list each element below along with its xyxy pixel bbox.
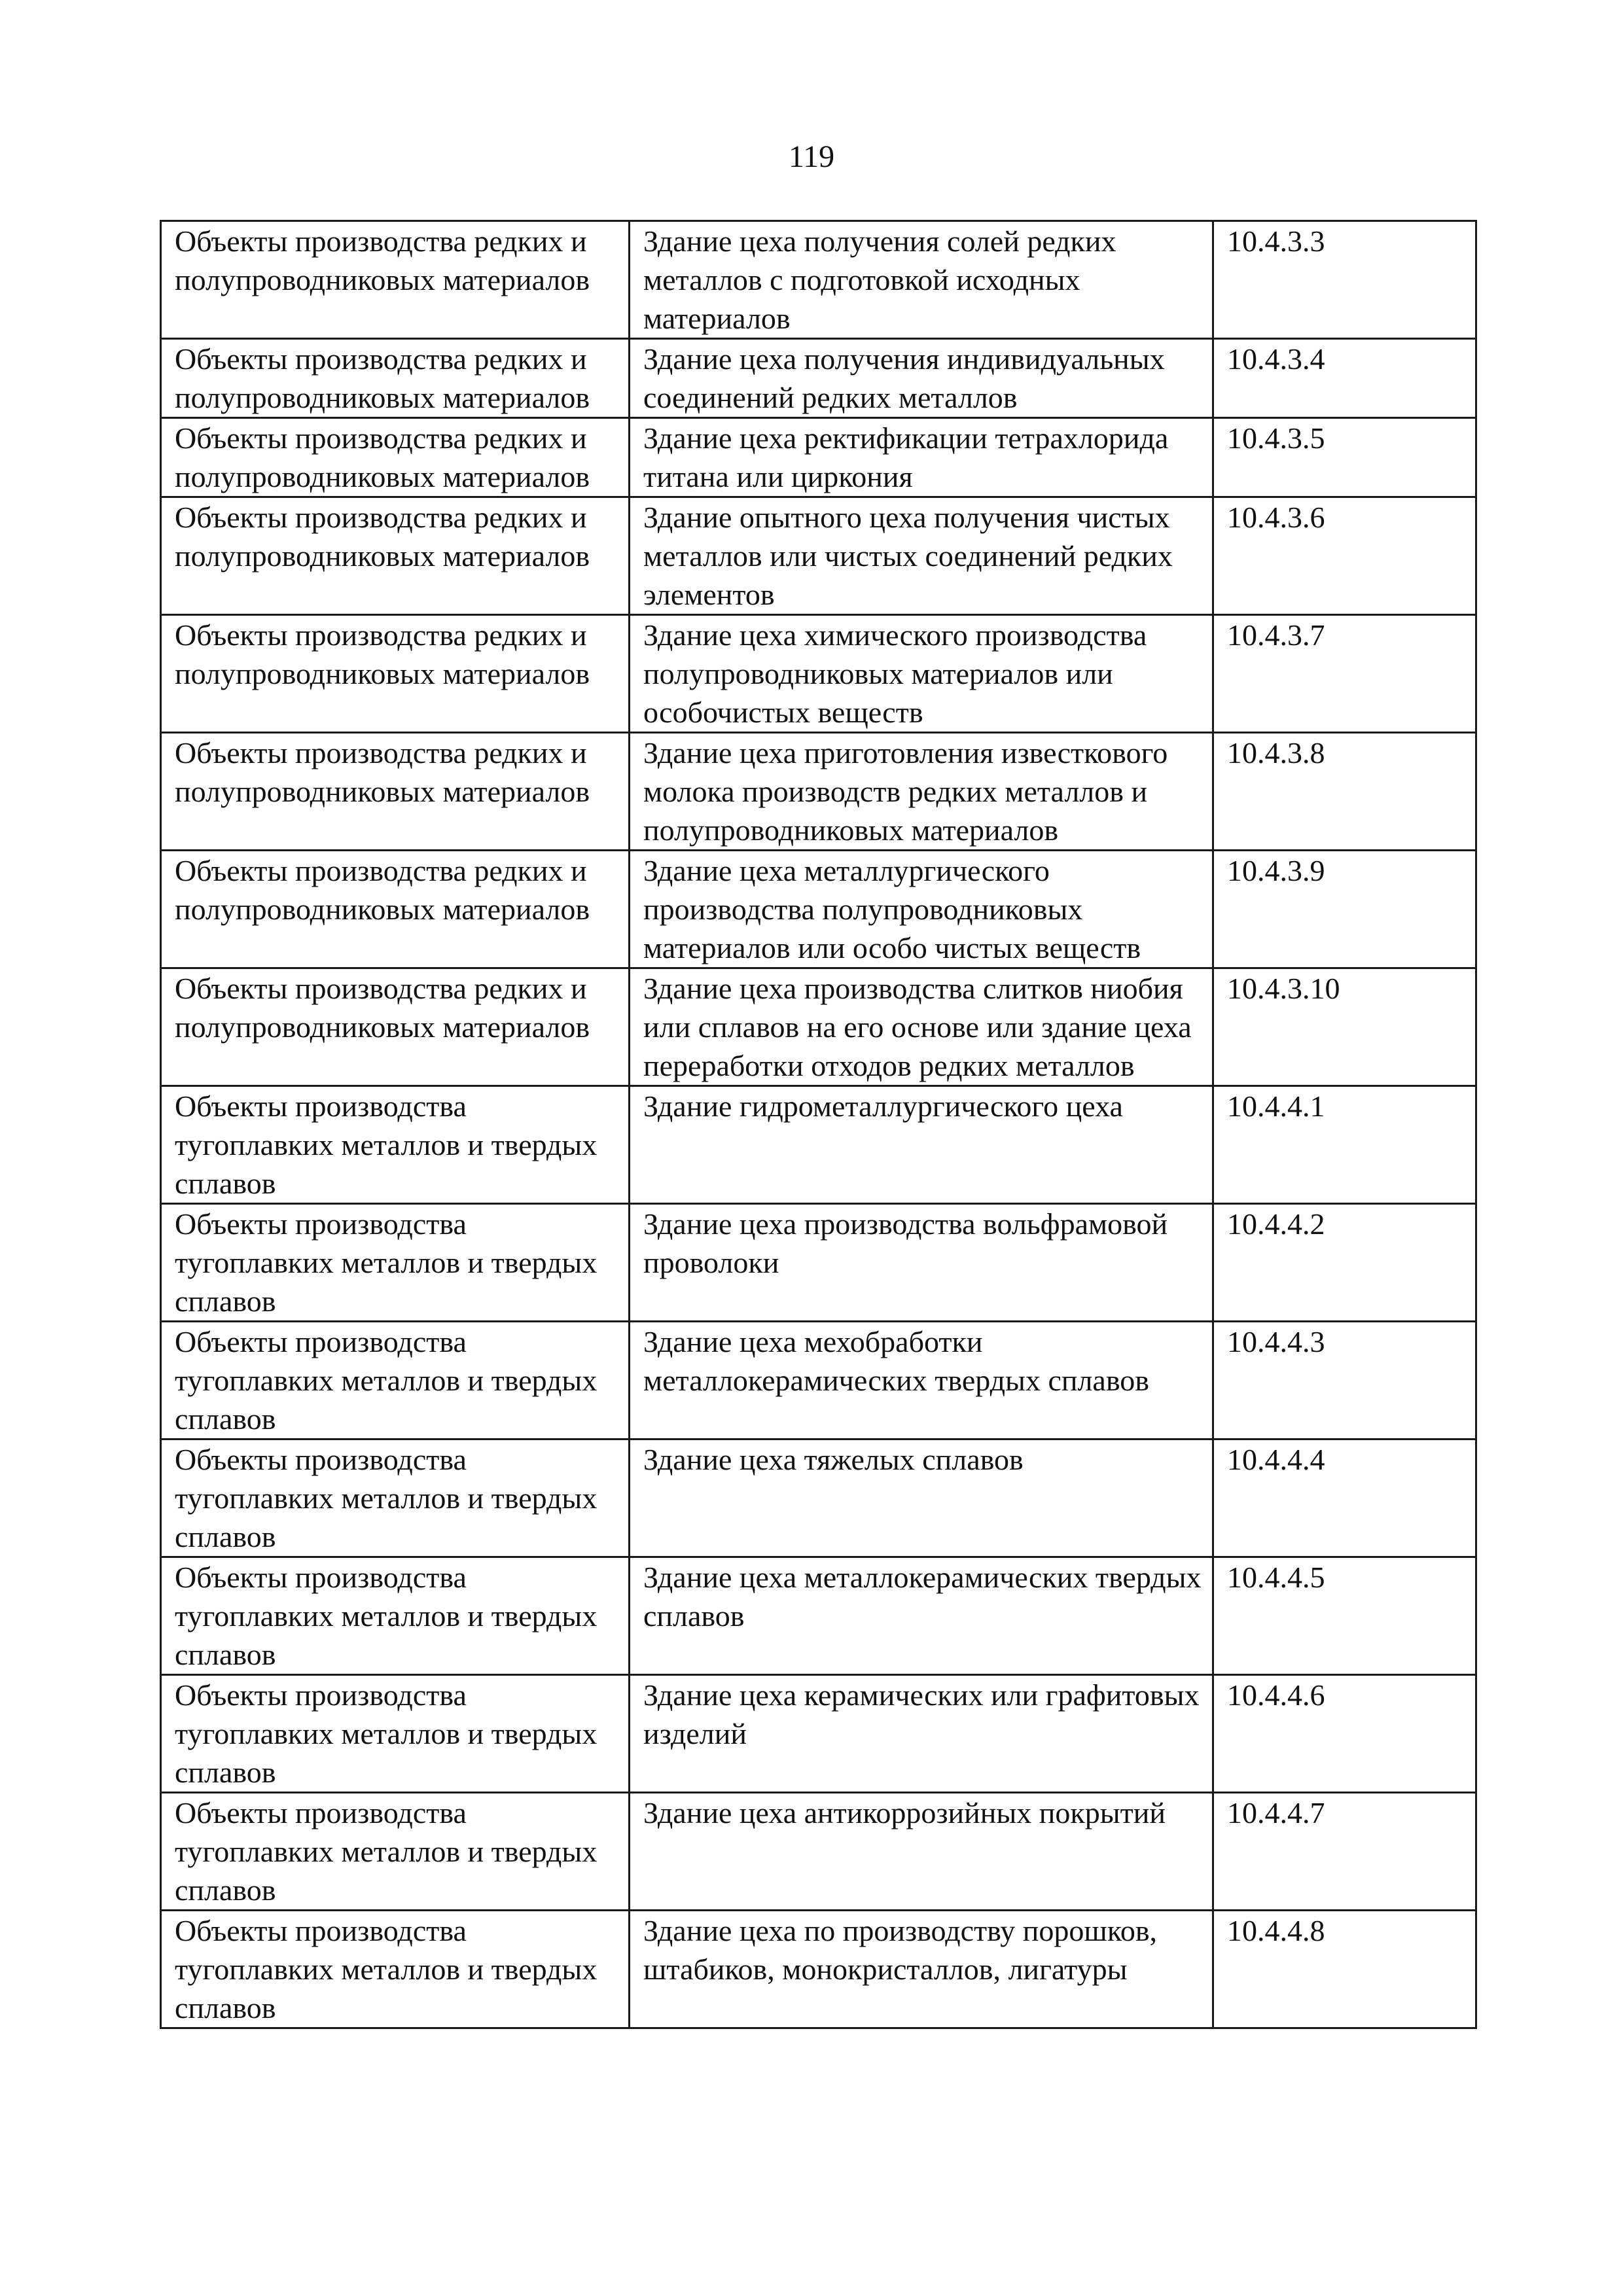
building-cell: Здание цеха производства слитков ниобия или сплавов на его основе или здание цеха переработки отходов редких металлов [630,968,1213,1086]
building-cell: Здание опытного цеха получения чистых металлов или чистых соединений редких элементов [630,497,1213,615]
table-row [161,1086,1476,1204]
building-cell: Здание цеха ректификации тетрахлорида титана или циркония [630,418,1213,497]
code-cell: 10.4.3.8 [1213,733,1476,851]
building-cell: Здание цеха по производству порошков, штабиков, монокристаллов, лигатуры [630,1911,1213,2028]
category-cell: Объекты производства редких и полупроводниковых материалов [161,221,630,339]
code-cell: 10.4.4.8 [1213,1911,1476,2028]
table-body [161,221,1476,2028]
category-cell: Объекты производства тугоплавких металлов и твердых сплавов [161,1322,630,1439]
code-cell: 10.4.4.1 [1213,1086,1476,1204]
table-row [161,497,1476,615]
code-cell: 10.4.4.3 [1213,1322,1476,1439]
category-cell: Объекты производства тугоплавких металлов и твердых сплавов [161,1204,630,1322]
table-row [161,1675,1476,1793]
category-cell: Объекты производства редких и полупроводниковых материалов [161,851,630,968]
table-row [161,339,1476,418]
category-cell: Объекты производства тугоплавких металлов и твердых сплавов [161,1793,630,1911]
code-cell: 10.4.4.6 [1213,1675,1476,1793]
building-cell: Здание гидрометаллургического цеха [630,1086,1213,1204]
table-row [161,1322,1476,1439]
building-cell: Здание цеха металлургического производства полупроводниковых материалов или особо чистых веществ [630,851,1213,968]
category-cell: Объекты производства тугоплавких металлов и твердых сплавов [161,1086,630,1204]
table-row [161,1793,1476,1911]
category-cell: Объекты производства редких и полупроводниковых материалов [161,615,630,733]
code-cell: 10.4.3.4 [1213,339,1476,418]
code-cell: 10.4.4.5 [1213,1557,1476,1675]
building-cell: Здание цеха мехобработки металлокерамических твердых сплавов [630,1322,1213,1439]
category-cell: Объекты производства редких и полупроводниковых материалов [161,339,630,418]
building-cell: Здание цеха антикоррозийных покрытий [630,1793,1213,1911]
objects-table [160,220,1477,2029]
code-cell: 10.4.3.9 [1213,851,1476,968]
table-row [161,1557,1476,1675]
building-cell: Здание цеха керамических или графитовых изделий [630,1675,1213,1793]
table-row [161,1439,1476,1557]
category-cell: Объекты производства редких и полупроводниковых материалов [161,733,630,851]
building-cell: Здание цеха получения индивидуальных соединений редких металлов [630,339,1213,418]
code-cell: 10.4.3.5 [1213,418,1476,497]
category-cell: Объекты производства тугоплавких металлов и твердых сплавов [161,1439,630,1557]
category-cell: Объекты производства тугоплавких металлов и твердых сплавов [161,1911,630,2028]
building-cell: Здание цеха получения солей редких металлов с подготовкой исходных материалов [630,221,1213,339]
table-row [161,221,1476,339]
building-cell: Здание цеха производства вольфрамовой проволоки [630,1204,1213,1322]
table-row [161,733,1476,851]
table-row [161,418,1476,497]
category-cell: Объекты производства тугоплавких металлов и твердых сплавов [161,1675,630,1793]
code-cell: 10.4.4.2 [1213,1204,1476,1322]
category-cell: Объекты производства редких и полупроводниковых материалов [161,418,630,497]
code-cell: 10.4.3.7 [1213,615,1476,733]
code-cell: 10.4.4.4 [1213,1439,1476,1557]
code-cell: 10.4.3.6 [1213,497,1476,615]
page-number: 119 [788,139,835,174]
table-row [161,1204,1476,1322]
category-cell: Объекты производства тугоплавких металлов и твердых сплавов [161,1557,630,1675]
building-cell: Здание цеха приготовления известкового молока производств редких металлов и полупроводниковых материалов [630,733,1213,851]
category-cell: Объекты производства редких и полупроводниковых материалов [161,497,630,615]
category-cell: Объекты производства редких и полупроводниковых материалов [161,968,630,1086]
table-row [161,851,1476,968]
table-row [161,615,1476,733]
code-cell: 10.4.3.10 [1213,968,1476,1086]
code-cell: 10.4.4.7 [1213,1793,1476,1911]
building-cell: Здание цеха химического производства полупроводниковых материалов или особочистых веществ [630,615,1213,733]
building-cell: Здание цеха тяжелых сплавов [630,1439,1213,1557]
table-row [161,968,1476,1086]
building-cell: Здание цеха металлокерамических твердых сплавов [630,1557,1213,1675]
table-row [161,1911,1476,2028]
code-cell: 10.4.3.3 [1213,221,1476,339]
